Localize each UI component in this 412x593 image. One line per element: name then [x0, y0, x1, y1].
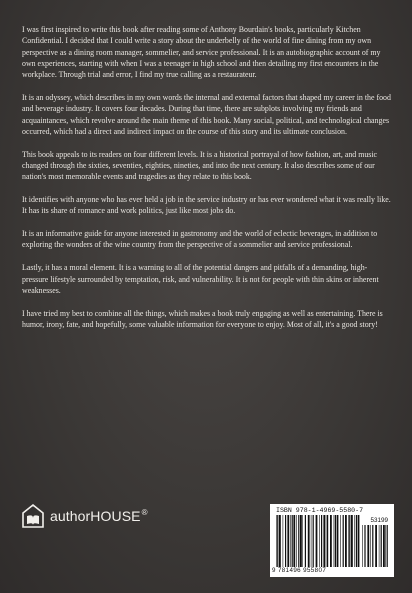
- barcode-bar: [372, 525, 373, 567]
- barcode-bar: [381, 525, 382, 567]
- barcode-bar: [334, 515, 335, 567]
- barcode-bar: [298, 515, 299, 567]
- barcode-bar: [300, 515, 302, 567]
- barcode-bar: [387, 525, 388, 567]
- barcode-digits: 9 781496 955807: [272, 567, 327, 574]
- publisher-logo: [22, 504, 148, 528]
- barcode-bar: [285, 515, 286, 567]
- barcode-bar: [326, 515, 327, 567]
- barcode-bar: [354, 515, 355, 567]
- barcode-bars: [276, 515, 360, 567]
- paragraph-2: It is an odyssey, which describes in my own words the internal and external factors that shaped my career in the food and beverage industry. It covers four decades. During that time, there are subplots involving my friends and acquaintances, which revolve around the main theme of this book. Many social, political, and technological changes occurred, which had a direct and indirect impact on the course of this story and its ultimate conclusion.: [22, 92, 391, 136]
- house-book-icon: [22, 504, 44, 528]
- isbn-number: ISBN 978-1-4969-5580-7: [276, 507, 364, 514]
- barcode-bar: [345, 515, 347, 567]
- barcode-bar: [356, 515, 357, 567]
- barcode-bar: [383, 525, 385, 567]
- barcode-bar: [327, 515, 328, 567]
- barcode-bar: [375, 525, 377, 567]
- publisher-name: authorHOUSE: [50, 508, 141, 524]
- barcode-bar: [313, 515, 314, 567]
- barcode-bar: [340, 515, 341, 567]
- barcode-bar: [323, 515, 325, 567]
- paragraph-6: Lastly, it has a moral element. It is a warning to all of the potential dangers and pitfalls of a demanding, high-pressure lifestyle surrounded by temptation, risk, and vulnerability. It is not for people with thin skins or inherent weaknesses.: [22, 263, 379, 295]
- barcode-bar: [321, 515, 322, 567]
- barcode-bar: [292, 515, 293, 567]
- paragraph-5: It is an informative guide for anyone interested in gastronomy and the world of eclectic beverages, in addition to exploring the wonders of the wine country from the perspective of a sommelier and service professional.: [22, 229, 378, 250]
- barcode-bar: [337, 515, 339, 567]
- barcode-bar: [302, 515, 303, 567]
- paragraph-3: This book appeals to its readers on four different levels. It is a historical portrayal of how fashion, art, and music changed through the sixties, seventies, eighties, nineties, and into the next century. It also describes some of our nation's most memorable events and tragedies as they relate to this book.: [22, 149, 378, 182]
- barcode-bar: [319, 515, 320, 567]
- barcode-bar: [364, 525, 365, 567]
- barcode-bar: [277, 515, 278, 567]
- paragraph-4: It identifies with anyone who has ever held a job in the service industry or has ever wondered what it was really like. It has its share of romance and work politics, just like most jobs do.: [22, 195, 391, 216]
- isbn-barcode: [270, 504, 394, 577]
- barcode-bar: [279, 515, 281, 567]
- barcode-bar: [358, 515, 360, 567]
- barcode-bar: [349, 515, 350, 567]
- barcode-bar: [296, 515, 297, 567]
- barcode-bar: [330, 515, 332, 567]
- registered-mark: ®: [141, 508, 148, 518]
- barcode-bar: [370, 525, 371, 567]
- barcode-bar: [276, 515, 277, 567]
- barcode-bar: [287, 515, 289, 567]
- barcode-bar: [305, 515, 306, 567]
- price-code: 53199: [370, 517, 388, 524]
- barcode-bar: [367, 525, 369, 567]
- barcode-bar: [290, 515, 291, 567]
- barcode-bar: [343, 515, 344, 567]
- barcode-bar: [283, 515, 284, 567]
- barcode-bar: [362, 525, 363, 567]
- paragraph-1: I was first inspired to write this book after reading some of Anthony Bourdain's books, particularly Kitchen Confidential. I decided that I could write a story about the underbelly of the world of fine dining from my own perspective as a dining room manager, sommelier, and service professional. It is an autobiographic account of my own experiences, starting with when I was a teenager in high school and then detailing my first encounters in the workplace. Through trial and error, I find my true calling as a restaurateur.: [22, 25, 381, 80]
- barcode-bar: [348, 515, 349, 567]
- price-barcode-bars: [362, 525, 388, 567]
- paragraph-7: I have tried my best to combine all the things, which makes a book truly engaging as well as entertaining. There is humor, irony, fate, and hopefully, some valuable information for everyone to enjoy. Most of all, it's a good story!: [22, 308, 383, 329]
- barcode-bar: [385, 525, 386, 567]
- barcode-bar: [293, 515, 295, 567]
- blurb-text: [22, 24, 392, 342]
- barcode-bar: [351, 515, 353, 567]
- barcode-bar: [335, 515, 336, 567]
- barcode-bar: [379, 525, 380, 567]
- barcode-bar: [316, 515, 318, 567]
- barcode-bar: [308, 515, 310, 567]
- barcode-bar: [311, 515, 312, 567]
